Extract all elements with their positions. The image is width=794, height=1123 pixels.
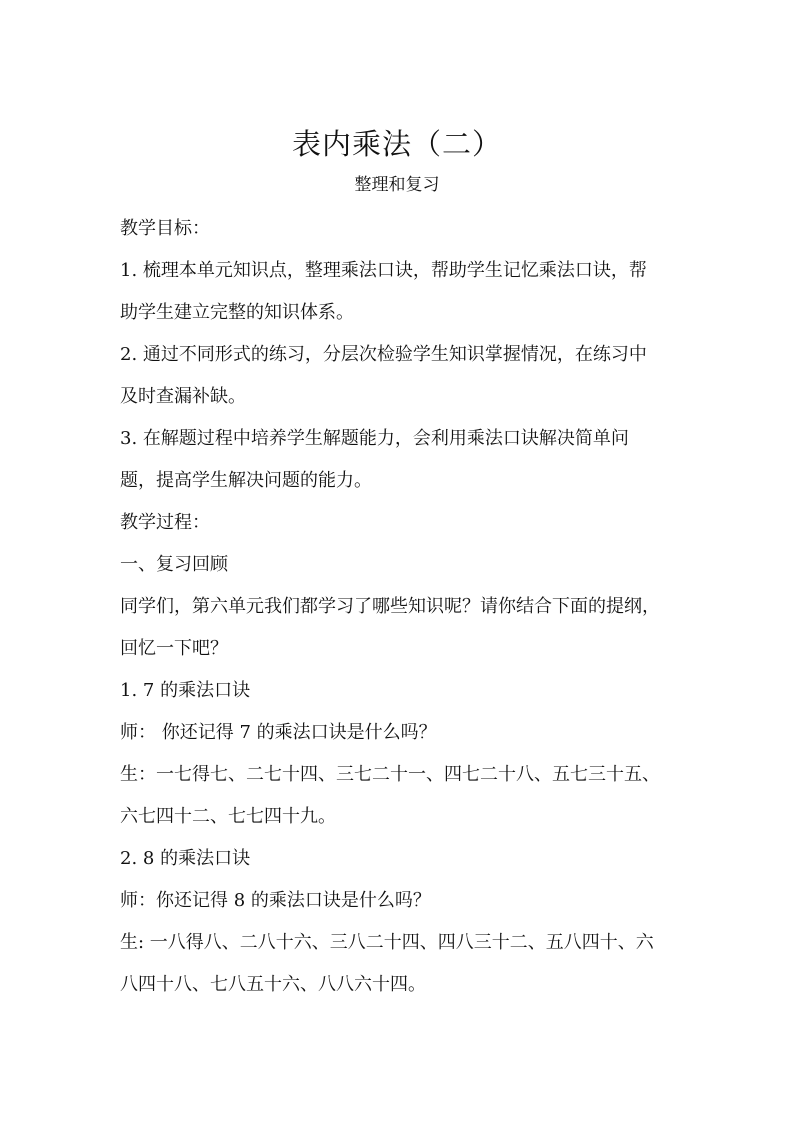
paragraph-line: 助学生建立完整的知识体系。 [120, 302, 354, 323]
student-line: 生: 一八得八、二八十六、三八二十四、四八三十二、五八四十、六 [120, 932, 654, 953]
paragraph-line: 2. 通过不同形式的练习，分层次检验学生知识掌握情况，在练习中 [120, 344, 647, 365]
paragraph-line: 1. 梳理本单元知识点，整理乘法口诀，帮助学生记忆乘法口诀，帮 [120, 260, 647, 281]
heading-objectives: 教学目标： [120, 218, 210, 239]
subsection-heading: 1. 7 的乘法口诀 [120, 680, 251, 701]
heading-process: 教学过程： [120, 512, 210, 533]
teacher-line: 师： 你还记得 7 的乘法口诀是什么吗？ [120, 722, 437, 743]
student-line: 六七四十二、七七四十九。 [120, 806, 336, 827]
page-title: 表内乘法（二） [291, 127, 502, 161]
paragraph-line: 3. 在解题过程中培养学生解题能力，会利用乘法口诀解决简单问 [120, 428, 629, 449]
section-heading: 一、复习回顾 [120, 554, 228, 575]
student-line: 八四十八、七八五十六、八八六十四。 [120, 974, 426, 995]
page-subtitle: 整理和复习 [354, 175, 440, 195]
subsection-heading: 2. 8 的乘法口诀 [120, 848, 251, 869]
paragraph-line: 回忆一下吧？ [120, 638, 228, 659]
teacher-line: 师：你还记得 8 的乘法口诀是什么吗？ [120, 890, 431, 911]
paragraph-line: 及时查漏补缺。 [120, 386, 246, 407]
paragraph-line: 同学们，第六单元我们都学习了哪些知识呢？请你结合下面的提纲， [120, 596, 660, 617]
student-line: 生：一七得七、二七十四、三七二十一、四七二十八、五七三十五、 [120, 764, 660, 785]
paragraph-line: 题，提高学生解决问题的能力。 [120, 470, 372, 491]
